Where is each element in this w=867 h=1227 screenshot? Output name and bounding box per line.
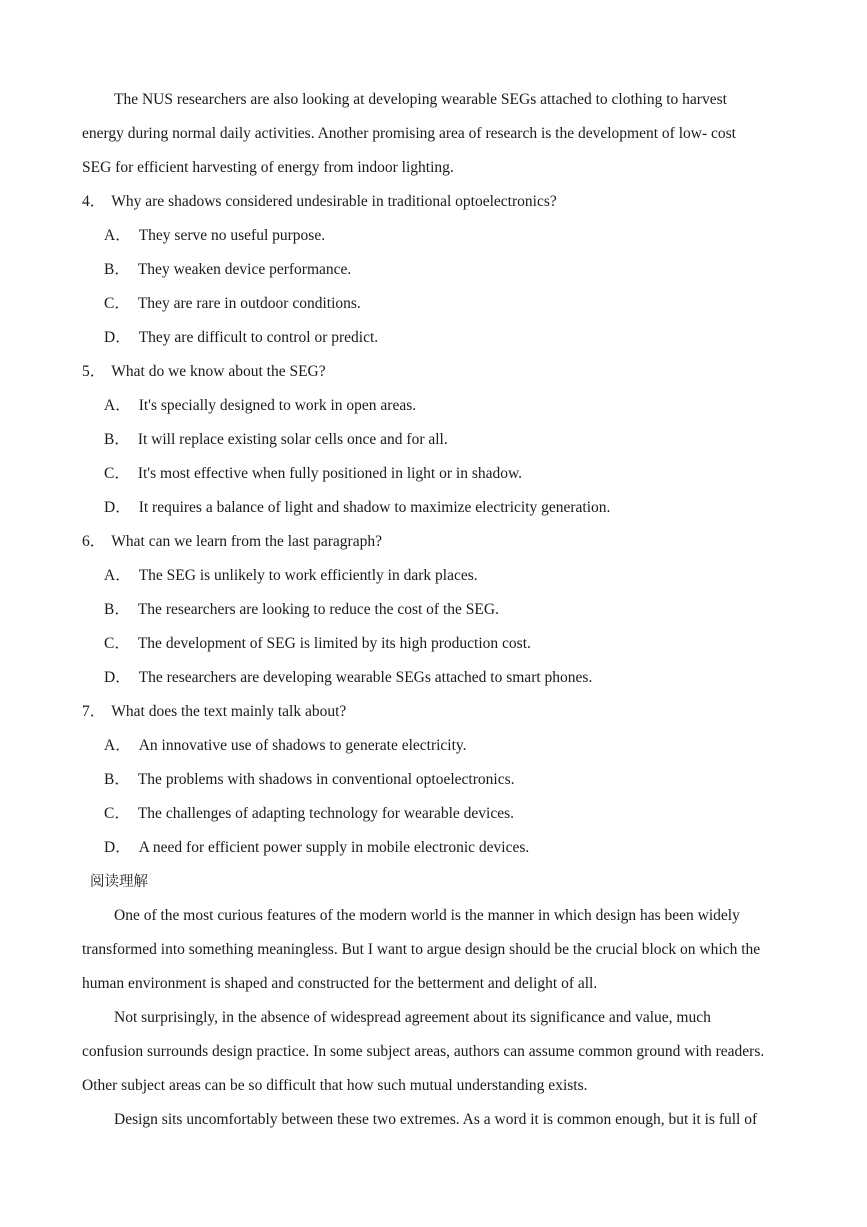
- question-5-option-b: [104, 430, 824, 450]
- question-5-option-d: [104, 498, 824, 518]
- option-text: A need for efficient power supply in mobile electronic devices.: [138, 839, 530, 856]
- question-6-option-d: [104, 668, 824, 688]
- passage-b-line-7: Design sits uncomfortably between these two extremes. As a word it is common enough, but it is full of: [114, 1111, 758, 1128]
- question-7: [82, 702, 802, 722]
- option-text: They are rare in outdoor conditions.: [137, 295, 361, 312]
- option-letter: B．: [104, 771, 130, 788]
- option-letter: D．: [104, 669, 131, 686]
- question-6: [82, 532, 802, 552]
- option-letter: D．: [104, 839, 131, 856]
- question-4-option-b: [104, 260, 824, 280]
- question-7-option-d: [104, 838, 824, 858]
- passage-a-line-1: The NUS researchers are also looking at developing wearable SEGs attached to clothing to harvest: [114, 91, 727, 108]
- option-letter: D．: [104, 329, 131, 346]
- option-text: It will replace existing solar cells once and for all.: [137, 431, 448, 448]
- option-text: The challenges of adapting technology for wearable devices.: [137, 805, 514, 822]
- passage-a-line-3: SEG for efficient harvesting of energy from indoor lighting.: [82, 159, 454, 176]
- option-letter: B．: [104, 601, 130, 618]
- question-5: [82, 362, 802, 382]
- passage-b-line-3: human environment is shaped and constructed for the betterment and delight of all.: [82, 975, 598, 992]
- option-text: It requires a balance of light and shadow to maximize electricity generation.: [138, 499, 611, 516]
- question-7-option-b: [104, 770, 824, 790]
- passage-b-line-6: Other subject areas can be so difficult that how such mutual understanding exists.: [82, 1077, 588, 1094]
- option-letter: B．: [104, 261, 130, 278]
- option-letter: A．: [104, 397, 131, 414]
- question-7-option-c: [104, 804, 824, 824]
- option-text: They are difficult to control or predict.: [138, 329, 379, 346]
- question-4-option-d: [104, 328, 824, 348]
- question-text: What do we know about the SEG?: [111, 363, 326, 380]
- option-text: It's specially designed to work in open areas.: [138, 397, 417, 414]
- question-text: What can we learn from the last paragraph?: [111, 533, 382, 550]
- option-text: The problems with shadows in conventional optoelectronics.: [137, 771, 515, 788]
- option-letter: C．: [104, 805, 130, 822]
- option-letter: B．: [104, 431, 130, 448]
- option-text: The researchers are looking to reduce the cost of the SEG.: [137, 601, 499, 618]
- option-letter: C．: [104, 635, 130, 652]
- option-text: The researchers are developing wearable SEGs attached to smart phones.: [138, 669, 593, 686]
- question-number: 7．: [82, 703, 106, 720]
- question-4: [82, 192, 802, 212]
- question-number: 5．: [82, 363, 106, 380]
- passage-b-line-2: transformed into something meaningless. But I want to argue design should be the crucial block on which the: [82, 941, 761, 958]
- option-letter: C．: [104, 465, 130, 482]
- option-letter: C．: [104, 295, 130, 312]
- option-letter: A．: [104, 737, 131, 754]
- question-6-option-a: [104, 566, 824, 586]
- question-4-option-a: [104, 226, 824, 246]
- option-text: They weaken device performance.: [137, 261, 352, 278]
- option-letter: D．: [104, 499, 131, 516]
- passage-a-line-2: energy during normal daily activities. Another promising area of research is the development of low- cost: [82, 125, 736, 142]
- question-text: Why are shadows considered undesirable in traditional optoelectronics?: [111, 193, 557, 210]
- question-6-option-b: [104, 600, 824, 620]
- option-text: It's most effective when fully positioned in light or in shadow.: [137, 465, 523, 482]
- passage-b-line-4: Not surprisingly, in the absence of widespread agreement about its significance and value, much: [114, 1009, 711, 1026]
- option-text: The development of SEG is limited by its high production cost.: [137, 635, 531, 652]
- option-letter: A．: [104, 567, 131, 584]
- passage-b-line-5: confusion surrounds design practice. In some subject areas, authors can assume common ground with readers.: [82, 1043, 765, 1060]
- question-5-option-c: [104, 464, 824, 484]
- question-7-option-a: [104, 736, 824, 756]
- option-text: The SEG is unlikely to work efficiently in dark places.: [138, 567, 478, 584]
- option-letter: A．: [104, 227, 131, 244]
- question-number: 6．: [82, 533, 106, 550]
- question-6-option-c: [104, 634, 824, 654]
- question-4-option-c: [104, 294, 824, 314]
- question-5-option-a: [104, 396, 824, 416]
- question-text: What does the text mainly talk about?: [111, 703, 347, 720]
- option-text: They serve no useful purpose.: [138, 227, 326, 244]
- passage-b-line-1: One of the most curious features of the modern world is the manner in which design has been widely: [114, 907, 740, 924]
- section-label: 阅读理解: [90, 874, 148, 890]
- question-number: 4．: [82, 193, 106, 210]
- option-text: An innovative use of shadows to generate electricity.: [138, 737, 467, 754]
